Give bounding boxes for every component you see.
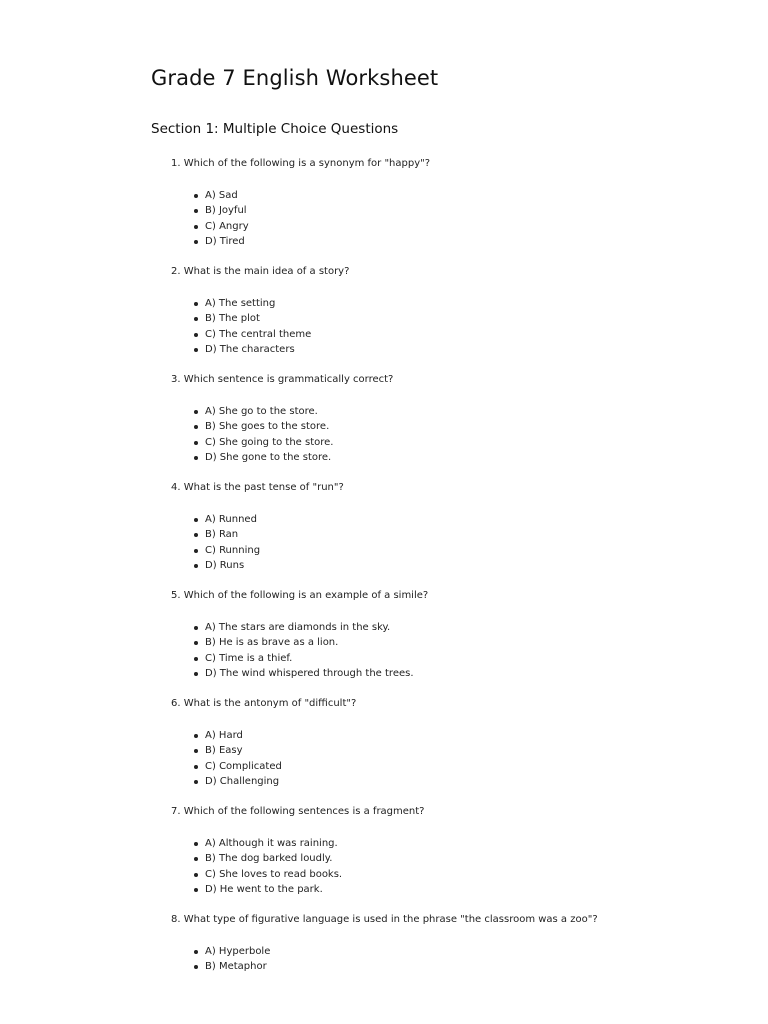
option-label: D) The characters: [205, 344, 295, 356]
bullet-icon: [194, 533, 198, 537]
option-a: [205, 944, 270, 959]
bullet-icon: [194, 857, 198, 861]
option-label: B) Ran: [205, 529, 239, 541]
bullet-icon: [194, 194, 198, 198]
option-label: B) The dog barked loudly.: [205, 853, 333, 865]
question-number: 4.: [171, 482, 181, 493]
option-a: [205, 728, 282, 743]
page-title: Grade 7 English Worksheet: [151, 66, 439, 90]
option-a: [205, 620, 414, 635]
question-prompt: Which of the following is a synonym for "happy"?: [183, 158, 431, 169]
bullet-icon: [194, 410, 198, 414]
option-list: [205, 296, 311, 358]
bullet-icon: [194, 333, 198, 337]
bullet-icon: [194, 425, 198, 429]
bullet-icon: [194, 302, 198, 306]
question-list: [171, 157, 731, 1021]
option-d: [205, 558, 260, 573]
question-number: 5.: [171, 590, 181, 601]
question-text: [171, 373, 393, 387]
option-list: [205, 620, 414, 682]
option-c: [205, 327, 311, 342]
question-text: [171, 805, 425, 819]
question-text: [171, 265, 349, 279]
option-c: [205, 759, 282, 774]
bullet-icon: [194, 950, 198, 954]
option-label: C) The central theme: [205, 328, 312, 340]
bullet-icon: [194, 780, 198, 784]
option-c: [205, 651, 414, 666]
bullet-icon: [194, 734, 198, 738]
option-label: C) Angry: [205, 220, 249, 232]
option-label: A) She go to the store.: [205, 406, 318, 417]
bullet-icon: [194, 441, 198, 445]
option-d: [205, 666, 414, 681]
option-list: [205, 404, 333, 466]
question-prompt: Which of the following sentences is a fragment?: [183, 806, 425, 817]
option-label: C) Time is a thief.: [205, 652, 293, 664]
option-d: [205, 774, 282, 789]
bullet-icon: [194, 564, 198, 568]
option-b: [205, 311, 311, 326]
option-a: [205, 404, 333, 419]
question-1: [171, 157, 731, 265]
bullet-icon: [194, 240, 198, 244]
bullet-icon: [194, 842, 198, 846]
bullet-icon: [194, 225, 198, 229]
question-prompt: Which sentence is grammatically correct?: [183, 374, 394, 385]
bullet-icon: [194, 518, 198, 522]
question-text: [171, 481, 344, 495]
option-label: D) Tired: [205, 236, 245, 248]
question-8: [171, 913, 731, 1021]
bullet-icon: [194, 672, 198, 676]
option-list: [205, 836, 342, 898]
option-label: B) The plot: [205, 313, 260, 325]
option-label: A) The stars are diamonds in the sky.: [205, 622, 391, 633]
bullet-icon: [194, 209, 198, 213]
option-label: B) Easy: [205, 745, 243, 757]
question-6: [171, 697, 731, 805]
option-label: B) Joyful: [205, 205, 247, 217]
option-d: [205, 882, 342, 897]
bullet-icon: [194, 317, 198, 321]
option-c: [205, 219, 249, 234]
option-label: C) Complicated: [205, 760, 282, 772]
option-label: D) She gone to the store.: [205, 452, 332, 464]
option-b: [205, 959, 270, 974]
option-b: [205, 419, 333, 434]
option-d: [205, 342, 311, 357]
option-label: C) She going to the store.: [205, 436, 334, 448]
option-label: C) She loves to read books.: [205, 868, 343, 880]
question-text: [171, 697, 356, 711]
question-prompt: What is the antonym of "difficult"?: [183, 698, 357, 709]
question-number: 8.: [171, 914, 181, 925]
question-prompt: Which of the following is an example of a simile?: [183, 590, 429, 601]
question-5: [171, 589, 731, 697]
question-text: [171, 589, 428, 603]
option-a: [205, 188, 249, 203]
option-c: [205, 543, 260, 558]
option-label: A) Runned: [205, 514, 257, 525]
question-prompt: What is the past tense of "run"?: [183, 482, 344, 493]
bullet-icon: [194, 888, 198, 892]
option-d: [205, 450, 333, 465]
question-number: 3.: [171, 374, 181, 385]
question-2: [171, 265, 731, 373]
option-b: [205, 203, 249, 218]
option-list: [205, 944, 270, 975]
question-text: [171, 157, 430, 171]
question-number: 7.: [171, 806, 181, 817]
bullet-icon: [194, 873, 198, 877]
option-label: B) He is as brave as a lion.: [205, 637, 339, 649]
option-label: D) He went to the park.: [205, 884, 323, 896]
option-label: A) Hard: [205, 730, 243, 741]
option-label: C) Running: [205, 544, 261, 556]
option-a: [205, 836, 342, 851]
question-number: 1.: [171, 158, 181, 169]
option-label: B) She goes to the store.: [205, 421, 330, 433]
question-number: 2.: [171, 266, 181, 277]
bullet-icon: [194, 965, 198, 969]
bullet-icon: [194, 626, 198, 630]
option-label: A) Although it was raining.: [205, 838, 338, 849]
question-3: [171, 373, 731, 481]
option-a: [205, 296, 311, 311]
option-label: B) Metaphor: [205, 961, 267, 973]
option-c: [205, 435, 333, 450]
option-b: [205, 635, 414, 650]
question-number: 6.: [171, 698, 181, 709]
option-a: [205, 512, 260, 527]
question-7: [171, 805, 731, 913]
bullet-icon: [194, 641, 198, 645]
option-label: D) Runs: [205, 560, 245, 572]
question-4: [171, 481, 731, 589]
bullet-icon: [194, 765, 198, 769]
option-label: A) Sad: [205, 190, 238, 201]
question-prompt: What type of figurative language is used in the phrase "the classroom was a zoo"?: [183, 914, 598, 925]
option-d: [205, 234, 249, 249]
option-b: [205, 743, 282, 758]
option-list: [205, 512, 260, 574]
bullet-icon: [194, 749, 198, 753]
option-list: [205, 728, 282, 790]
question-prompt: What is the main idea of a story?: [183, 266, 350, 277]
option-c: [205, 867, 342, 882]
option-label: D) Challenging: [205, 776, 280, 788]
option-b: [205, 851, 342, 866]
option-label: D) The wind whispered through the trees.: [205, 668, 414, 680]
option-list: [205, 188, 249, 250]
section-title: Section 1: Multiple Choice Questions: [151, 121, 399, 137]
bullet-icon: [194, 657, 198, 661]
question-text: [171, 913, 598, 927]
bullet-icon: [194, 549, 198, 553]
option-label: A) Hyperbole: [205, 946, 271, 957]
option-b: [205, 527, 260, 542]
option-label: A) The setting: [205, 298, 276, 309]
bullet-icon: [194, 456, 198, 460]
bullet-icon: [194, 348, 198, 352]
